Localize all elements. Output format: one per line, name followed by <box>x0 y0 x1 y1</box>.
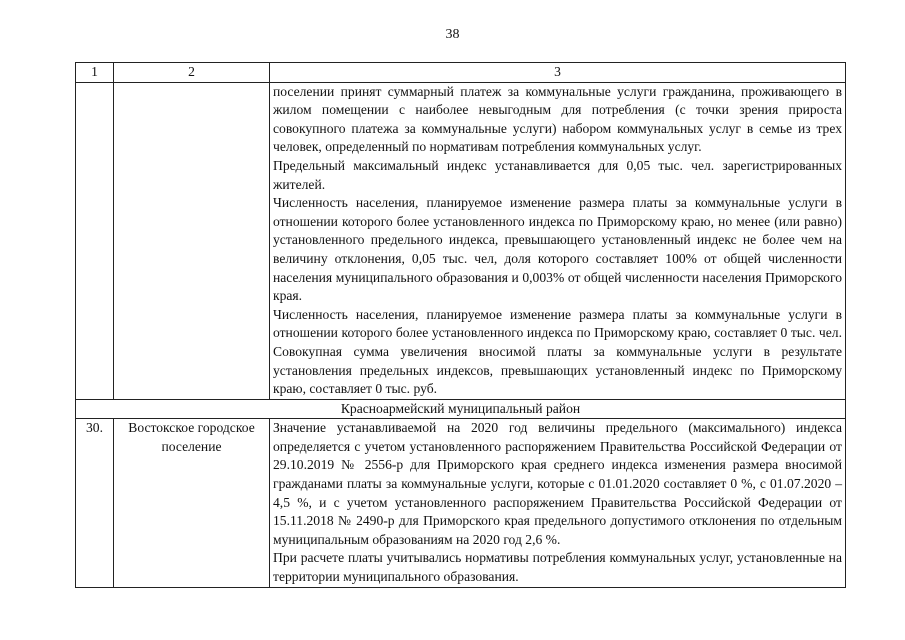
table-row <box>76 419 846 587</box>
page-number: 38 <box>445 27 460 42</box>
row-paragraph: Значение устанавливаемой на 2020 год величины предельного (максимального) индекса определяется с учетом установленного распоряжением Правительства Российской Федерации от 29.10.2019 № 2556-р для Приморского края среднего индекса изменения размера вносимой гражданами платы за коммунальные услуги, которые с 01.01.2020 составляет 0 %, с 01.07.2020 – 4,5 %, и с учетом установленного распоряжением Правительства Российской Федерации от 15.11.2018 № 2490-р для Приморского края предельного допустимого отклонения по отдельным муниципальным образованиям на 2020 год 2,6 %. <box>273 420 842 547</box>
column-3-header: 3 <box>270 63 846 83</box>
continuation-paragraph: поселении принят суммарный платеж за коммунальные услуги гражданина, проживающего в жилом помещении с наиболее невыгодным для потребления (с точки зрения прироста совокупного платежа за коммунальные услуги) набором коммунальных услуг в семье из трех человек, определенный по нормативам потребления коммунальных услуг. <box>273 83 842 155</box>
continuation-name-cell <box>114 82 270 399</box>
row-text-cell <box>270 419 846 587</box>
continuation-number-cell <box>76 82 114 399</box>
continuation-paragraph: Численность населения, планируемое изменение размера платы за коммунальные услуги в отношении которого более установленного индекса по Приморскому краю, но менее (или равно) установленного предельного индекса, превышающего установленный индекс не более чем на величину отклонения, 0,05 тыс. чел, доля которого составляет 100% от общей численности населения муниципального образования и 0,003% от общей численности населения Приморского края. <box>273 195 842 304</box>
continuation-row <box>76 82 846 399</box>
row-paragraph: При расчете платы учитывались нормативы потребления коммунальных услуг, установленные на территории муниципального образования. <box>273 550 842 585</box>
continuation-text-cell <box>270 82 846 399</box>
continuation-paragraph: Предельный максимальный индекс устанавливается для 0,05 тыс. чел. зарегистрированных жителей. <box>273 157 842 192</box>
column-number-row <box>76 63 846 83</box>
municipality-name: Востокское городское поселение <box>114 419 270 587</box>
municipal-index-table <box>75 62 846 588</box>
row-number: 30. <box>76 419 114 587</box>
column-1-header: 1 <box>76 63 114 83</box>
column-2-header: 2 <box>114 63 270 83</box>
region-title-row <box>76 399 846 419</box>
continuation-paragraph: Численность населения, планируемое изменение размера платы за коммунальные услуги в отношении которого более установленного индекса по Приморскому краю, составляет 0 тыс. чел. Совокупная сумма увеличения вносимой платы за коммунальные услуги в результате установления предельных индексов, превышающих установленный индекс по Приморскому краю, составляет 0 тыс. руб. <box>273 306 842 397</box>
region-title: Красноармейский муниципальный район <box>76 399 846 419</box>
